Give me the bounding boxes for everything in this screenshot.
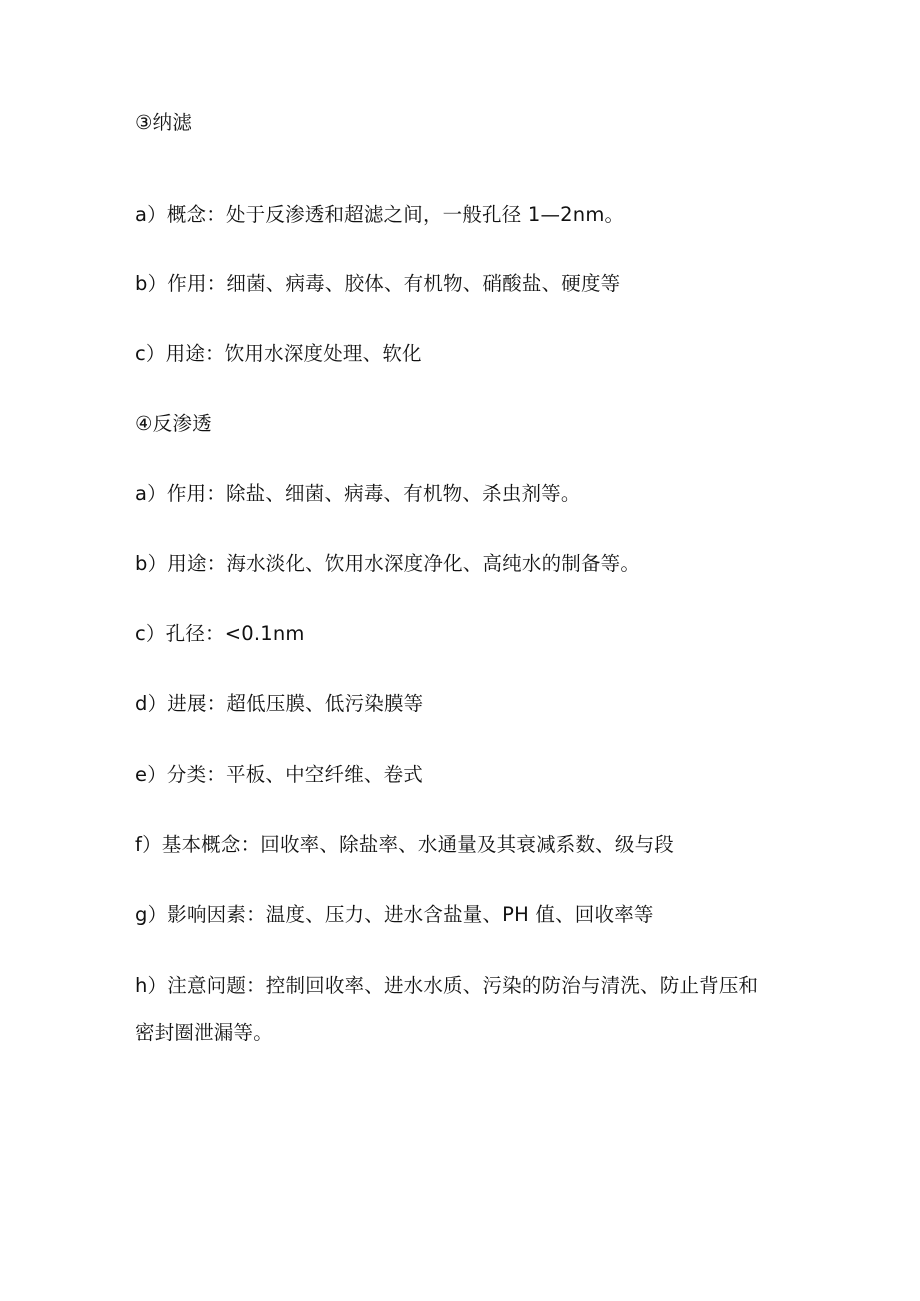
ro-function: a）作用：除盐、细菌、病毒、有机物、杀虫剂等。 — [135, 482, 581, 505]
ro-basic-concepts: f）基本概念：回收率、除盐率、水通量及其衰减系数、级与段 — [135, 833, 674, 856]
ro-influencing-factors: g）影响因素：温度、压力、进水含盐量、PH 值、回收率等 — [135, 903, 654, 926]
ro-pore-size: c）孔径：<0.1nm — [135, 622, 305, 645]
nanofiltration-concept: a）概念：处于反渗透和超滤之间，一般孔径 1—2nm。 — [135, 203, 625, 226]
ro-notes: h）注意问题：控制回收率、进水水质、污染的防治与清洗、防止背压和 — [135, 974, 759, 997]
section-heading-nanofiltration: ③纳滤 — [135, 111, 193, 134]
ro-use: b）用途：海水淡化、饮用水深度净化、高纯水的制备等。 — [135, 552, 641, 575]
nanofiltration-function: b）作用：细菌、病毒、胶体、有机物、硝酸盐、硬度等 — [135, 272, 621, 295]
section-heading-reverse-osmosis: ④反渗透 — [135, 412, 212, 435]
ro-notes-continued: 密封圈泄漏等。 — [135, 1021, 273, 1044]
nanofiltration-use: c）用途：饮用水深度处理、软化 — [135, 342, 422, 365]
ro-classification: e）分类：平板、中空纤维、卷式 — [135, 763, 423, 786]
ro-progress: d）进展：超低压膜、低污染膜等 — [135, 692, 424, 715]
